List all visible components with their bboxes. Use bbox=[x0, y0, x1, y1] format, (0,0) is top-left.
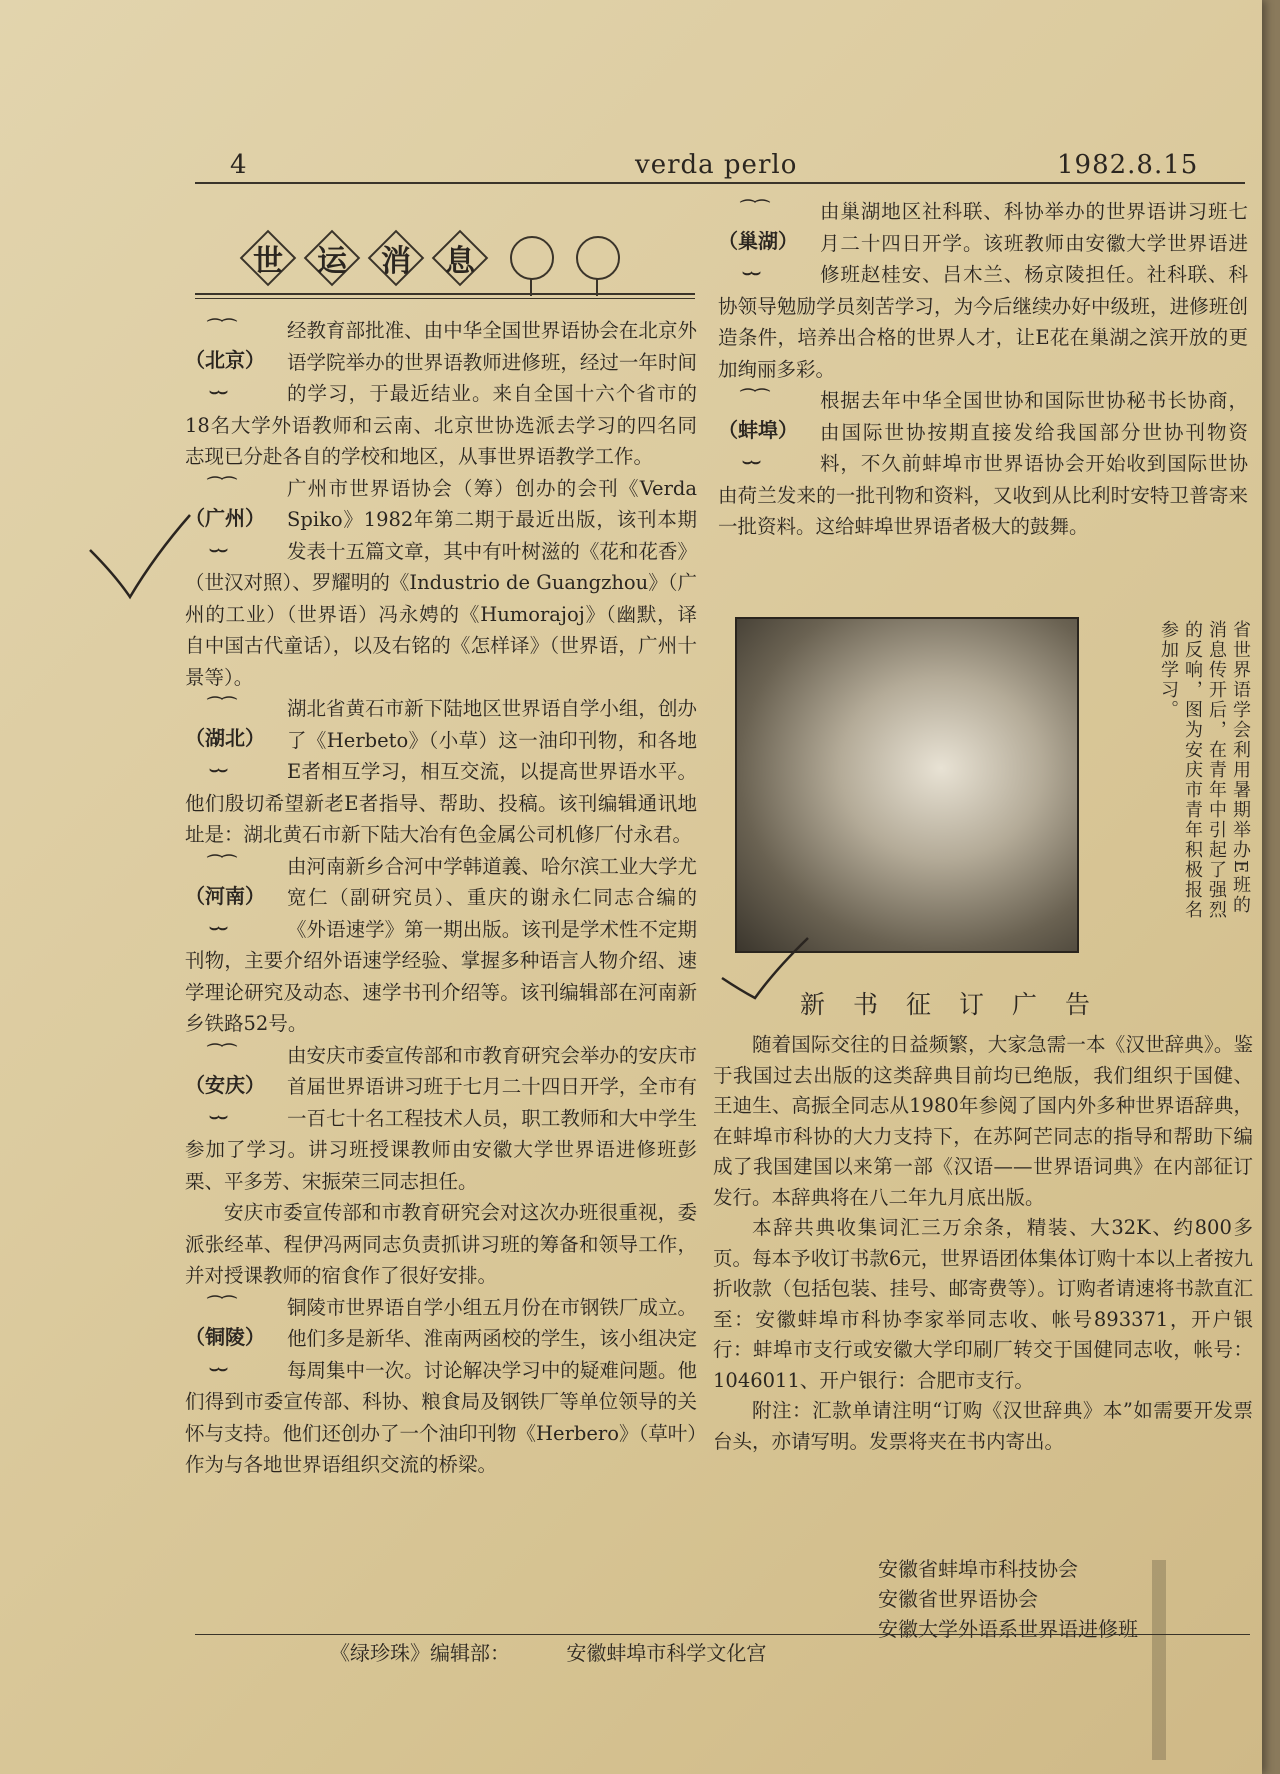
flower-icon bbox=[576, 236, 620, 280]
news-text: 由巢湖地区社科联、科协举办的世界语讲习班七月二十四日开学。该班教师由安徽大学世界语进修班赵桂安、吕木兰、杨京陵担任。社科联、科协领导勉励学员刻苦学习，为今后继续办好中级班，进修班创造条件，培养出合格的世界人才，让E花在巢湖之滨开放的更加绚丽多彩。 bbox=[718, 200, 1248, 381]
location-tag: ⌒⌒ （ 广州 ） ⌣⌣ bbox=[185, 475, 281, 563]
ad-title: 新书征订广告 bbox=[800, 990, 1119, 1019]
section-rule bbox=[195, 298, 695, 299]
location-tag: ⌒⌒ （ 北京 ） ⌣⌣ bbox=[185, 317, 281, 405]
location-tag: ⌒⌒ （ 铜陵 ） ⌣⌣ bbox=[185, 1294, 281, 1382]
flower-icon bbox=[510, 236, 554, 280]
issue-date: 1982.8.15 bbox=[1057, 150, 1199, 180]
news-text: 安庆市委宣传部和市教育研究会对这次办班很重视，委派张经革、程伊冯两同志负责抓讲习班的筹备和领导工作，并对授课教师的宿食作了很好安排。 bbox=[185, 1201, 697, 1287]
footer-divider bbox=[195, 1634, 1250, 1635]
editorial-label: 《绿珍珠》编辑部： bbox=[330, 1641, 510, 1665]
news-item bbox=[185, 1292, 697, 1481]
editorial-address: 安徽蚌埠市科学文化宫 bbox=[566, 1641, 767, 1665]
news-item bbox=[718, 196, 1248, 385]
signatory: 安徽省世界语协会 bbox=[878, 1587, 1038, 1611]
signatory: 安徽大学外语系世界语进修班 bbox=[878, 1617, 1138, 1641]
section-title bbox=[240, 230, 620, 286]
news-text: 经教育部批准、由中华全国世界语协会在北京外语学院举办的世界语教师进修班，经过一年时间的学习，于最近结业。来自全国十六个省市的18名大学外语教师和云南、北京世协选派去学习的四名同志现已分赴各自的学校和地区，从事世界语教学工作。 bbox=[185, 319, 697, 468]
news-item bbox=[185, 1197, 697, 1292]
news-item bbox=[718, 385, 1248, 543]
left-column bbox=[185, 315, 697, 1481]
news-item bbox=[185, 851, 697, 1040]
signatory: 安徽省蚌埠市科技协会 bbox=[878, 1557, 1078, 1581]
right-column bbox=[718, 196, 1248, 543]
header-divider bbox=[195, 182, 1245, 184]
news-text: 由安庆市委宣传部和市教育研究会举办的安庆市首届世界语讲习班于七月二十四日开学，全市有一百七十名工程技术人员，职工教师和大中学生参加了学习。讲习班授课教师由安徽大学世界语进修班彭栗、平多芳、宋振荣三同志担任。 bbox=[185, 1043, 697, 1193]
photo-caption: 省世界语学会利用暑期举办E班的消息传开后，在青年中引起了强烈的反响，图为安庆市青年积极报名参加学习。 bbox=[1158, 620, 1251, 920]
news-text: 由河南新乡合河中学韩道義、哈尔滨工业大学尤宽仁（副研究员）、重庆的谢永仁同志合编的《外语速学》第一期出版。该刊是学术性不定期刊物，主要介绍外语速学经验、掌握多种语言人物介绍、速学理论研究及动态、速学书刊介绍等。该刊编辑部在河南新乡铁路52号。 bbox=[185, 854, 697, 1035]
location-tag: ⌒⌒ （ 湖北 ） ⌣⌣ bbox=[185, 695, 281, 783]
location-tag: ⌒⌒ （ 河南 ） ⌣⌣ bbox=[185, 853, 281, 941]
ad-paragraph: 本辞共典收集词汇三万余条，精装、大32K、约800多页。每本予收订书款6元，世界语团体集体订购十本以上者按九折收款（包括包装、挂号、邮寄费等）。订购者请速将书款直汇至：安徽蚌埠市科协李家举同志收、帐号893371，开户银行：蚌埠市支行或安徽大学印刷厂转交于国健同志收，帐号：1046011、开户银行：合肥市支行。 bbox=[713, 1216, 1253, 1392]
publication-title: verda perlo bbox=[635, 150, 798, 180]
news-text: 铜陵市世界语自学小组五月份在市钢铁厂成立。他们多是新华、淮南两函校的学生，该小组决定每周集中一次。讨论解决学习中的疑难问题。他们得到市委宣传部、科协、粮食局及钢铁厂等单位领导的关怀与支持。他们还创办了一个油印刊物《Herbero》（草叶）作为与各地世界语组织交流的桥梁。 bbox=[185, 1295, 697, 1476]
news-text: 根据去年中华全国世协和国际世协秘书长协商，由国际世协按期直接发给我国部分世协刊物资料，不久前蚌埠市世界语协会开始收到国际世协由荷兰发来的一批刊物和资料，又收到从比利时安特卫普寄来一批资料。这给蚌埠世界语者极大的鼓舞。 bbox=[718, 389, 1248, 538]
page-header bbox=[195, 148, 1245, 184]
section-rule bbox=[195, 293, 695, 295]
news-text: 广州市世界语协会（筹）创办的会刊《Verda Spiko》1982年第二期于最近出版，该刊本期发表十五篇文章，其中有叶树滋的《花和花香》（世汉对照）、罗耀明的《Industrio de Guangzhou》（广州的工业）（世界语）冯永娉的《Humorajoj》（幽默，译自中国古代童话），以及右铭的《怎样译》（世界语，广州十景等）。 bbox=[185, 476, 697, 689]
title-diamond: 息 bbox=[432, 230, 488, 286]
location-tag: ⌒⌒ （ 安庆 ） ⌣⌣ bbox=[185, 1042, 281, 1130]
ad-paragraph: 随着国际交往的日益频繁，大家急需一本《汉世辞典》。鉴于我国过去出版的这类辞典目前均已绝版，我们组织于国健、王迪生、高振全同志从1980年参阅了国内外多种世界语辞典，在蚌埠市科协的大力支持下，在苏阿芒同志的指导和帮助下编成了我国建国以来第一部《汉语——世界语词典》在内部征订发行。本辞典将在八二年九月底出版。 bbox=[713, 1033, 1253, 1209]
news-photo bbox=[735, 617, 1079, 953]
location-tag: ⌒⌒ （ 蚌埠 ） ⌣⌣ bbox=[718, 387, 814, 475]
ad-signatories bbox=[878, 1554, 1138, 1644]
news-item bbox=[185, 315, 697, 473]
title-diamond: 世 bbox=[240, 230, 296, 286]
page-edge-shadow bbox=[1152, 1560, 1166, 1760]
title-diamond: 消 bbox=[368, 230, 424, 286]
ad-paragraph: 附注：汇款单请注明“订购《汉世辞典》本”如需要开发票台头，亦请写明。发票将夹在书内寄出。 bbox=[713, 1399, 1253, 1453]
page-number: 4 bbox=[230, 150, 247, 180]
news-item bbox=[185, 473, 697, 694]
news-item bbox=[185, 693, 697, 851]
location-tag: ⌒⌒ （ 巢湖 ） ⌣⌣ bbox=[718, 198, 814, 286]
news-item bbox=[185, 1040, 697, 1198]
news-text: 湖北省黄石市新下陆地区世界语自学小组，创办了《Herbeto》（小草）这一油印刊物，和各地E者相互学习，相互交流，以提高世界语水平。他们殷切希望新老E者指导、帮助、投稿。该刊编辑通讯地址是：湖北黄石市新下陆大冶有色金属公司机修厂付永君。 bbox=[185, 697, 697, 846]
checkmark-icon bbox=[85, 505, 195, 605]
page-footer bbox=[330, 1637, 766, 1666]
checkmark-icon bbox=[720, 930, 810, 1000]
title-diamond: 运 bbox=[304, 230, 360, 286]
ad-body bbox=[713, 1030, 1253, 1457]
